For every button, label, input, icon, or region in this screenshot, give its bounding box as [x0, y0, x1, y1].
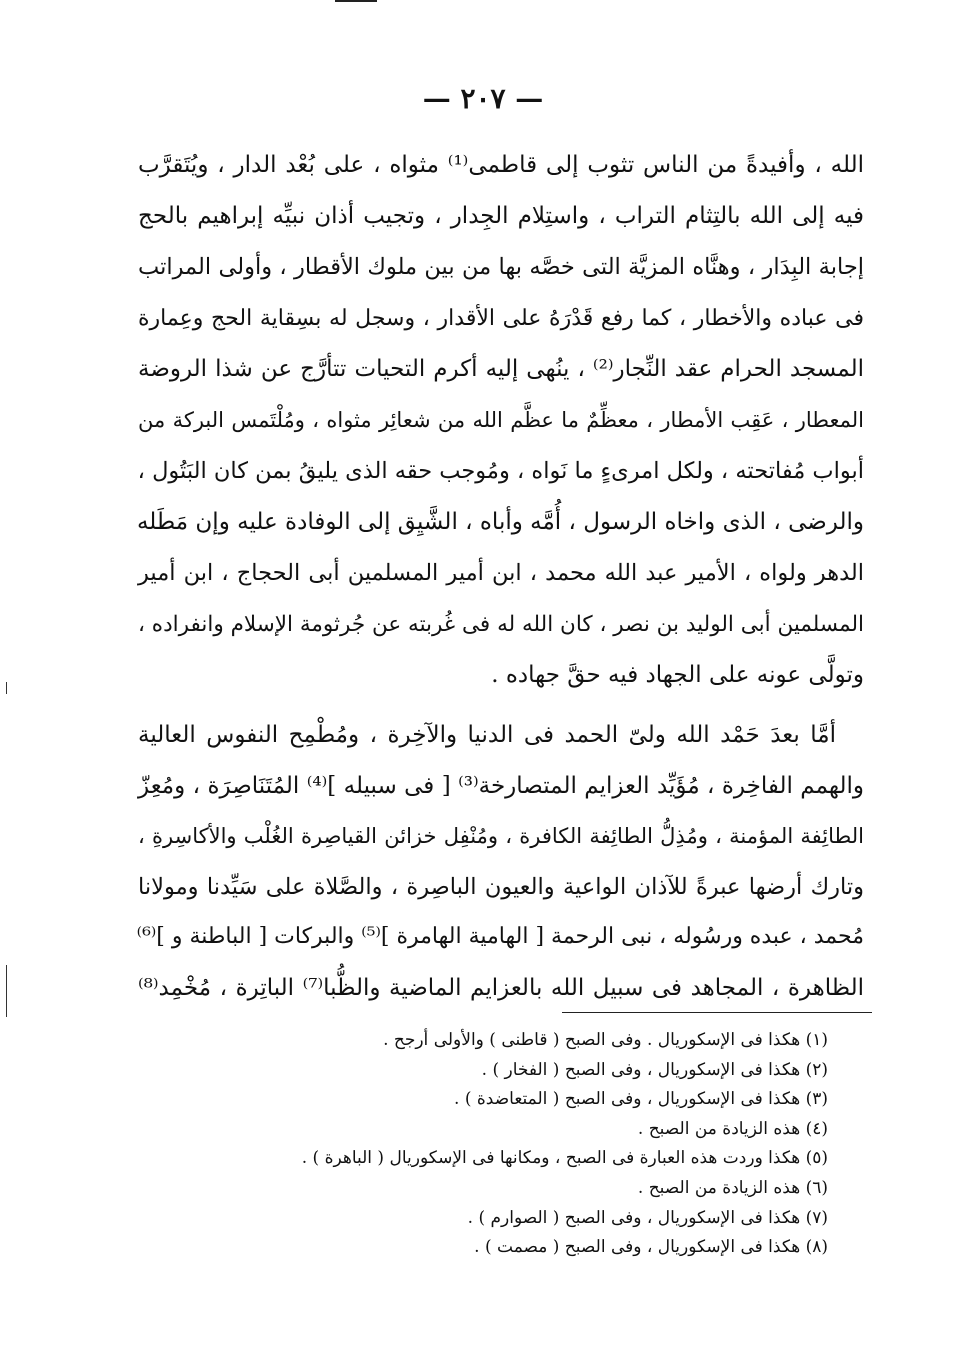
- top-edge-rule: [335, 0, 377, 2]
- text-line: المسجد الحرام عقد النِّجار⁽²⁾ ، ينُهى إليه أكرم التحيات تتأرَّج عن شذا الروضة: [138, 356, 864, 382]
- page-number: — ٢٠٧ —: [422, 82, 544, 115]
- text-line: والهمم الفاخِرة ، مُؤَيِّد العزايم المتصارخة⁽³⁾ [ فى سبيله ]⁽⁴⁾ المُتَنَاصِرَة ، ومُعِزّ: [138, 772, 864, 799]
- text-line: إجابة البِدَار ، وهنَّاه المزيَّة التى خصَّه بها من بين ملوك الأقطار ، وأولى المراتب: [138, 254, 864, 280]
- footnote: (٤) هذه الزيادة من الصبح .: [637, 1118, 828, 1139]
- text-line: فى عباده والأخطار ، كما رفع قَدْرَهُ على الأقدار ، وسجل له بسِقاية الحج وعِمارة: [138, 306, 864, 331]
- text-line: أبواب مُفاتحته ، ولكل امرىءٍ ما نَواه ، ومُوجب حقه الذى يليقُ بمن كان البَتُول ،: [137, 458, 864, 484]
- text-line: مُحمد ، عبده ورسُوله ، نبى الرحمة [ الهامية الهامرة ]⁽⁵⁾ والبركات [ الباطنة و ]⁽⁶⁾: [136, 924, 864, 949]
- margin-mark: [6, 965, 7, 1017]
- text-line: فيه إلى الله بالتِثام التراب ، واستِلام الجِدار ، وتجيب أذان نبيِّه إبراهيم بالحج: [138, 203, 865, 229]
- text-line: الدهر ولواه ، الأمير عبد الله محمد ، ابن أمير المسلمين أبى الحجاج ، ابن أمير: [138, 560, 864, 586]
- footnote: (٧) هكذا فى الإسكوريال ، وفى الصبح ( الصوارم ) .: [467, 1207, 828, 1228]
- footnote: (١) هكذا فى الإسكوريال . وفى الصبح ( قاطنى ) والأولى أرجح .: [383, 1030, 828, 1050]
- footnotes: [128, 1026, 828, 1263]
- text-line: الظاهرة ، المجاهد فى سبيل الله بالعزايم الماضية والظُّبا⁽⁷⁾ الباتِرة ، مُخْمِد⁽⁸⁾: [138, 974, 864, 1001]
- footnote-separator: [562, 1012, 872, 1013]
- text-line: أمَّا بعدَ حَمْد الله ولىّ الحمد فى الدنيا والآخِرة ، ومُطْمِح النفوس العالية: [138, 722, 836, 748]
- text-line: والرضى ، الذى واخاه الرسول ، أُمَّه وأباه ، الشَّيِق إلى الوفادة عليه وإن مَطَله: [136, 509, 864, 535]
- footnote: (٨) هكذا فى الإسكوريال ، وفى الصبح ( مصمت ) .: [474, 1237, 828, 1258]
- footnote: (٣) هكذا فى الإسكوريال ، وفى الصبح ( المتعاضدة ) .: [454, 1089, 828, 1110]
- text-line: وتولَّى عونه على الجهاد فيه حقَّ جهاده .: [491, 662, 864, 688]
- paragraph-1: [138, 140, 864, 701]
- footnote: (٢) هكذا فى الإسكوريال ، وفى الصبح ( الفخار ) .: [481, 1059, 828, 1080]
- paragraph-2: [138, 710, 864, 1013]
- text-line: الله ، وأفيدةً من الناس تثوب إلى قاطمى⁽¹⁾ مثواه ، على بُعْد الدار ، ويُتَقرَّب: [138, 152, 864, 178]
- text-line: وتارك أرضها عبرةً للآذان الواعية والعيون الباصِرة ، والصَّلاة على سَيِّدنا ومولانا: [138, 873, 864, 900]
- text-line: المعطار ، عَقِب الأمطار ، معظِّمٌ ما عظَّم الله من شعائِر مثواه ، ومُلْتَمس البركة من: [138, 408, 864, 432]
- text-line: الطائِفة المؤمنة ، ومُذِلُّ الطائِفة الكافرة ، ومُنْفِل خزائن القياصِرة الغُلْب والأكاسِرةِ ،: [138, 824, 864, 848]
- margin-mark: [6, 682, 7, 694]
- text-line: المسلمين أبى الوليد بن نصر ، كان الله له فى غُربته عن جُرثومة الإسلام وانفراده ،: [138, 612, 864, 637]
- footnote: (٦) هذه الزيادة من الصبح .: [637, 1177, 828, 1198]
- footnote: (٥) هكذا وردت هذه العبارة فى الصبح ، ومكانها فى الإسكوريال ( الباهرة ) .: [301, 1148, 828, 1169]
